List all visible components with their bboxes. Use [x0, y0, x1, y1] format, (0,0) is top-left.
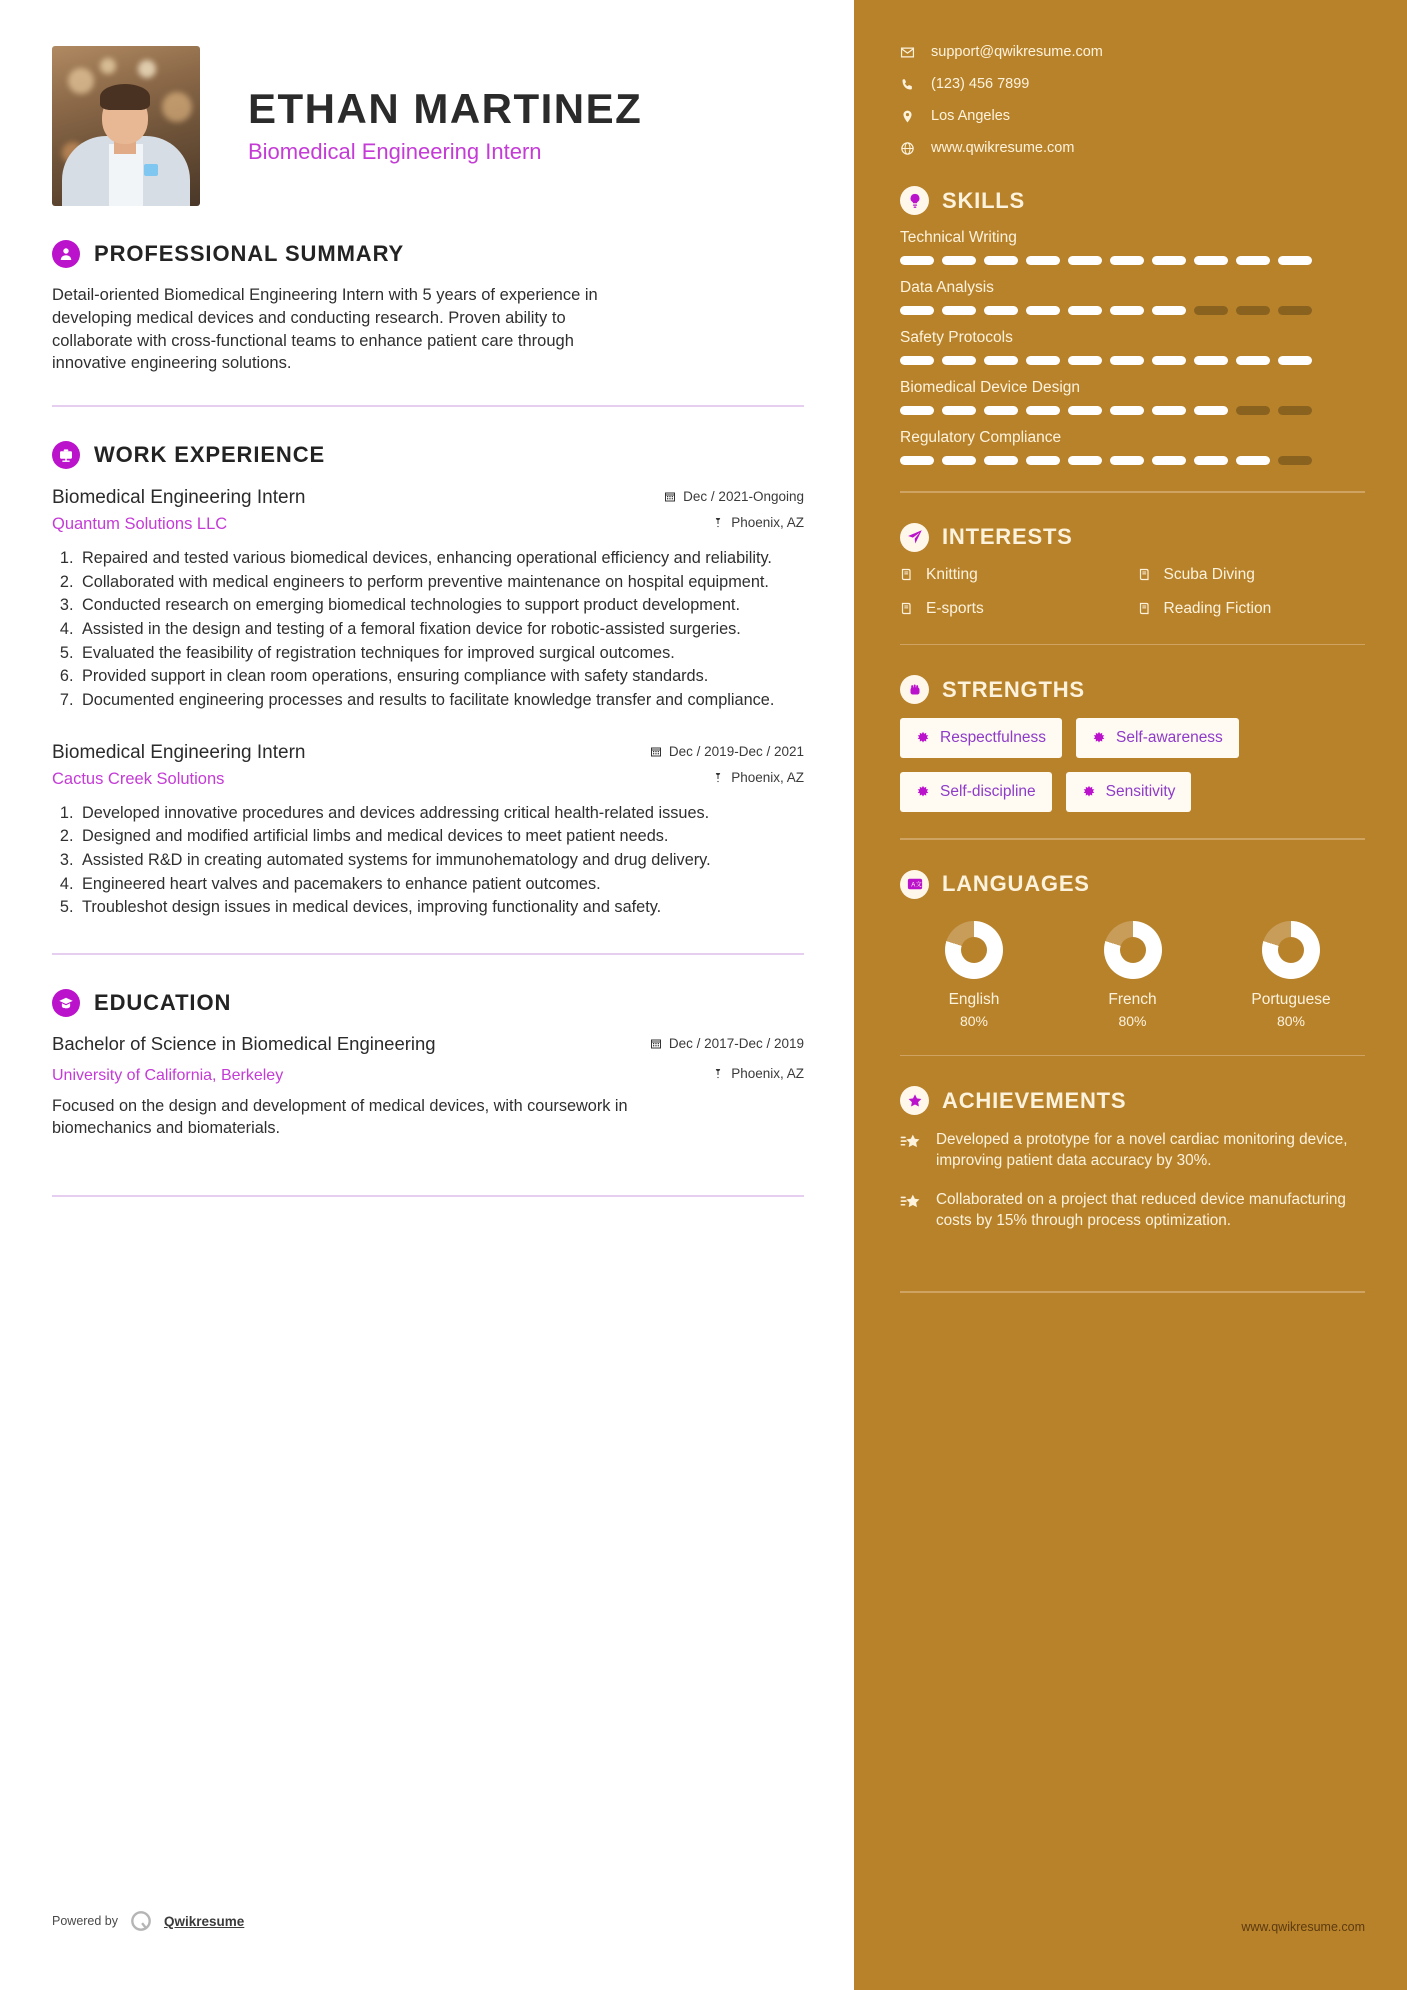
skill-dash: [984, 306, 1018, 315]
language-percent: 80%: [959, 1012, 989, 1029]
skill-dash: [1194, 456, 1228, 465]
list-item: 7. Documented engineering processes and results to facilitate knowledge transfer and compliance.: [78, 690, 804, 712]
divider: [52, 1195, 804, 1197]
language-item: [904, 921, 1044, 1029]
job-date: [650, 744, 804, 759]
list-item: 5. Evaluated the feasibility of registration techniques for improved surgical outcomes.: [78, 643, 804, 665]
skill-dash: [984, 356, 1018, 365]
starburst-icon: [1092, 731, 1106, 745]
list-item: 5. Troubleshot design issues in medical devices, improving functionality and safety.: [78, 897, 804, 919]
section-title: EDUCATION: [94, 990, 232, 1016]
contact-email-text: support@qwikresume.com: [931, 44, 1103, 60]
calendar-icon: [664, 490, 676, 503]
job-title: Biomedical Engineering Intern: [52, 487, 306, 509]
section-title: STRENGTHS: [942, 676, 1085, 702]
skill-dash: [984, 456, 1018, 465]
map-pin-icon: [712, 516, 724, 529]
skill-dash: [1152, 406, 1186, 415]
achievement-item: [900, 1189, 1365, 1231]
section-title: PROFESSIONAL SUMMARY: [94, 241, 405, 266]
skill-dash: [900, 306, 934, 315]
languages-list: [900, 913, 1365, 1029]
section-header: [900, 523, 1365, 552]
section-title: INTERESTS: [942, 524, 1073, 549]
skills-list: [900, 229, 1365, 465]
skill-dash: [1236, 406, 1270, 415]
interest-label: Knitting: [926, 565, 978, 583]
skill-dash: [1152, 306, 1186, 315]
profile-photo: [52, 46, 200, 206]
skill-dash: [942, 406, 976, 415]
resume-header: [52, 46, 804, 206]
shooting-star-icon: [900, 1191, 922, 1213]
skill-dash: [1194, 356, 1228, 365]
education-date: [650, 1036, 804, 1051]
candidate-role: Biomedical Engineering Intern: [248, 139, 542, 165]
briefcase-icon: [52, 441, 80, 469]
skill-dash: [1194, 256, 1228, 265]
job-company: Quantum Solutions LLC: [52, 515, 228, 534]
name-block: [248, 84, 643, 165]
skill-dash: [900, 456, 934, 465]
language-name: English: [948, 990, 1000, 1008]
list-item: 1. Repaired and tested various biomedical devices, enhancing operational efficiency and reliability.: [78, 548, 804, 570]
skill-dash: [1278, 406, 1312, 415]
job-location-text: Phoenix, AZ: [731, 769, 804, 785]
skill-dash: [1068, 406, 1102, 415]
achievement-text: Developed a prototype for a novel cardiac monitoring device, improving patient data accuracy by 30%.: [936, 1131, 1348, 1170]
map-pin-icon: [712, 1067, 724, 1080]
job-entry: [52, 487, 804, 712]
skill-dash: [1026, 356, 1060, 365]
contact-location: [900, 108, 1365, 124]
skill-dash: [1068, 456, 1102, 465]
location-pin-icon: [900, 109, 915, 124]
list-item: 2. Designed and modified artificial limbs and medical devices to meet patient needs.: [78, 826, 804, 848]
svg-text:文: 文: [915, 882, 922, 889]
section-education: [52, 989, 804, 1139]
section-title: WORK EXPERIENCE: [94, 442, 326, 468]
job-company: Cactus Creek Solutions: [52, 769, 225, 788]
contact-email[interactable]: [900, 44, 1365, 60]
skill-dash: [1026, 256, 1060, 265]
skill-dash: [1236, 256, 1270, 265]
skill-dash: [1026, 456, 1060, 465]
donut-hole: [1120, 937, 1146, 963]
skill-dash: [942, 306, 976, 315]
calendar-icon: [650, 745, 662, 758]
skill-dash: [1236, 456, 1270, 465]
skill-dash: [1110, 406, 1144, 415]
language-percent: 80%: [1276, 1012, 1306, 1029]
language-donut-chart: [945, 921, 1003, 979]
section-achievements: [900, 1086, 1365, 1231]
education-description: Focused on the design and development of medical devices, with coursework in biomechanics and biomaterials.: [52, 1097, 628, 1138]
skill-rating: [900, 356, 1365, 365]
contact-phone-text: (123) 456 7899: [931, 76, 1030, 92]
section-skills: [900, 186, 1365, 465]
education-location-text: Phoenix, AZ: [731, 1066, 804, 1082]
section-title: LANGUAGES: [942, 871, 1090, 896]
section-title: ACHIEVEMENTS: [942, 1087, 1127, 1113]
skill-dash: [984, 406, 1018, 415]
interests-grid: [900, 566, 1365, 618]
skill-dash: [1278, 356, 1312, 365]
skill-dash: [1026, 406, 1060, 415]
skill-rating: [900, 256, 1365, 265]
envelope-icon: [900, 45, 915, 60]
education-entry: [52, 1033, 804, 1139]
section-strengths: [900, 675, 1365, 812]
language-donut-chart: [1262, 921, 1320, 979]
powered-by-label: Powered by: [52, 1914, 119, 1928]
skill-dash: [1236, 306, 1270, 315]
skill-dash: [1152, 456, 1186, 465]
skill-dash: [984, 256, 1018, 265]
skill-dash: [942, 256, 976, 265]
divider: [900, 838, 1365, 840]
skill-name: Data Analysis: [900, 279, 994, 296]
skill-dash: [1068, 306, 1102, 315]
interest-label: Scuba Diving: [1163, 565, 1255, 583]
map-pin-icon: [712, 771, 724, 784]
section-header: [900, 186, 1365, 215]
book-icon: [1138, 601, 1153, 616]
svg-text:A: A: [910, 882, 915, 889]
achievement-text: Collaborated on a project that reduced device manufacturing costs by 15% through process optimization.: [936, 1191, 1346, 1230]
section-languages: [900, 870, 1365, 1029]
starburst-icon: [1082, 785, 1096, 799]
skill-dash: [1110, 256, 1144, 265]
interest-item: [900, 566, 1128, 584]
strength-item: [900, 772, 1052, 812]
skill-dash: [1278, 256, 1312, 265]
job-date: [664, 489, 804, 504]
strength-label: Self-discipline: [940, 783, 1036, 800]
skill-dash: [900, 356, 934, 365]
skill-dash: [1194, 306, 1228, 315]
job-location: [712, 770, 804, 785]
divider: [900, 1055, 1365, 1057]
fist-icon: [900, 675, 929, 704]
graduation-cap-icon: [52, 989, 80, 1017]
skill-dash: [942, 356, 976, 365]
donut-hole: [961, 937, 987, 963]
list-item: 3. Assisted R&D in creating automated systems for immunohematology and drug delivery.: [78, 850, 804, 872]
contact-location-text: Los Angeles: [931, 108, 1011, 124]
skill-dash: [1278, 306, 1312, 315]
section-header: [52, 240, 804, 268]
strength-label: Sensitivity: [1105, 783, 1176, 800]
book-icon: [900, 601, 915, 616]
list-item: 4. Engineered heart valves and pacemakers to enhance patient outcomes.: [78, 874, 804, 896]
job-bullets: [78, 548, 804, 712]
interest-item: [900, 600, 1128, 618]
language-item: [1063, 921, 1203, 1029]
section-header: [900, 1086, 1365, 1115]
job-location: [712, 515, 804, 530]
job-location-text: Phoenix, AZ: [731, 515, 804, 531]
language-name: Portuguese: [1251, 990, 1331, 1008]
qwikresume-link[interactable]: Qwikresume: [164, 1913, 245, 1929]
language-donut-chart: [1104, 921, 1162, 979]
section-header: [52, 989, 804, 1017]
education-location: [712, 1066, 804, 1081]
phone-icon: [900, 77, 915, 92]
interest-label: Reading Fiction: [1163, 599, 1272, 617]
skill-dash: [1068, 256, 1102, 265]
achievement-item: [900, 1129, 1365, 1171]
list-item: 4. Assisted in the design and testing of a femoral fixation device for robotic-assisted surgeries.: [78, 619, 804, 641]
contact-list: [900, 44, 1365, 156]
skill-name: Safety Protocols: [900, 329, 1013, 346]
contact-website-text: www.qwikresume.com: [931, 140, 1075, 156]
strength-item: [900, 718, 1062, 758]
starburst-icon: [916, 731, 930, 745]
skill-dash: [1110, 356, 1144, 365]
section-header: [900, 675, 1365, 704]
strength-item: [1066, 772, 1192, 812]
interest-item: [1138, 600, 1366, 618]
skill-dash: [900, 406, 934, 415]
interest-item: [1138, 566, 1366, 584]
skill-dash: [1110, 456, 1144, 465]
job-date-text: Dec / 2021-Ongoing: [683, 489, 804, 505]
section-professional-summary: [52, 240, 804, 375]
section-title: SKILLS: [942, 187, 1026, 213]
skill-dash: [942, 456, 976, 465]
donut-hole: [1278, 937, 1304, 963]
interest-label: E-sports: [926, 599, 984, 617]
list-item: 3. Conducted research on emerging biomedical technologies to support product development.: [78, 595, 804, 617]
language-percent: 80%: [1118, 1012, 1147, 1029]
book-icon: [1138, 567, 1153, 582]
job-title: Biomedical Engineering Intern: [52, 741, 306, 763]
skill-name: Technical Writing: [900, 229, 1017, 246]
strength-item: [1076, 718, 1239, 758]
lightbulb-icon: [900, 186, 929, 215]
school-name: University of California, Berkeley: [52, 1067, 284, 1085]
starburst-icon: [916, 785, 930, 799]
skill-dash: [1068, 356, 1102, 365]
list-item: 1. Developed innovative procedures and devices addressing critical health-related issues.: [78, 803, 804, 825]
section-work-experience: [52, 441, 804, 919]
section-header: [52, 441, 804, 469]
candidate-name: ETHAN MARTINEZ: [248, 84, 643, 132]
list-item: 6. Provided support in clean room operations, ensuring compliance with safety standards.: [78, 666, 804, 688]
strength-label: Respectfulness: [940, 729, 1046, 746]
contact-website[interactable]: [900, 140, 1365, 156]
user-circle-icon: [52, 240, 80, 268]
skill-rating: [900, 306, 1365, 315]
skill-dash: [1194, 406, 1228, 415]
skill-dash: [1152, 256, 1186, 265]
qwikresume-logo-icon: [128, 1908, 154, 1934]
globe-icon: [900, 141, 915, 156]
divider: [900, 491, 1365, 493]
list-item: 2. Collaborated with medical engineers to perform preventive maintenance on hospital equipment.: [78, 572, 804, 594]
skill-dash: [1152, 356, 1186, 365]
star-badge-icon: [900, 1086, 929, 1115]
footer-website: www.qwikresume.com: [1241, 1920, 1365, 1934]
calendar-icon: [650, 1037, 662, 1050]
book-icon: [900, 567, 915, 582]
skill-name: Biomedical Device Design: [900, 379, 1081, 396]
summary-text: Detail-oriented Biomedical Engineering Intern with 5 years of experience in developing medical devices and conducting research. Proven ability to collaborate with cross-functional teams to enhance patient care through innovative engineering solutions.: [52, 286, 598, 373]
language-name: French: [1108, 990, 1157, 1008]
skill-name: Regulatory Compliance: [900, 429, 1062, 446]
sidebar: [854, 0, 1407, 1990]
section-interests: [900, 523, 1365, 618]
strengths-list: [900, 718, 1365, 812]
translate-icon: [900, 870, 929, 899]
contact-phone[interactable]: [900, 76, 1365, 92]
skill-dash: [1026, 306, 1060, 315]
footer-branding: [52, 1908, 244, 1934]
divider: [52, 405, 804, 407]
section-header: [900, 870, 1365, 899]
shooting-star-icon: [900, 1131, 922, 1153]
skill-dash: [1278, 456, 1312, 465]
skill-rating: [900, 406, 1365, 415]
skill-dash: [1110, 306, 1144, 315]
degree-title: Bachelor of Science in Biomedical Engineering: [52, 1033, 436, 1055]
language-item: [1221, 921, 1361, 1029]
divider: [52, 953, 804, 955]
divider: [900, 644, 1365, 646]
paper-plane-icon: [900, 523, 929, 552]
job-bullets: [78, 803, 804, 919]
skill-dash: [900, 256, 934, 265]
job-date-text: Dec / 2019-Dec / 2021: [668, 743, 804, 759]
skill-dash: [1236, 356, 1270, 365]
job-entry: [52, 742, 804, 919]
divider: [900, 1291, 1365, 1293]
education-date-text: Dec / 2017-Dec / 2019: [668, 1036, 804, 1052]
strength-label: Self-awareness: [1115, 729, 1223, 746]
skill-rating: [900, 456, 1365, 465]
